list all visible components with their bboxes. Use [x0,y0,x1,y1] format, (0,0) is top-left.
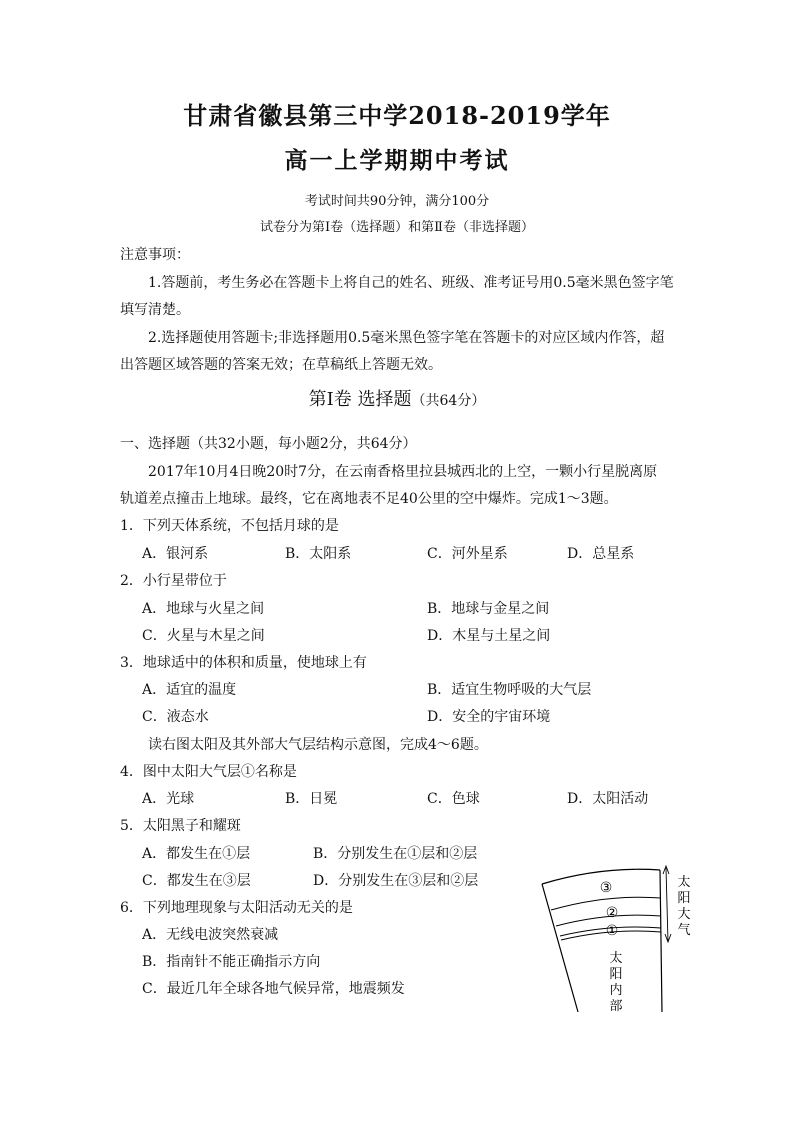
option: C．最近几年全球各地气候异常，地震频发 [142,981,405,997]
passage-1-line1: 2017年10月4日晚20时7分，在云南香格里拉县城西北的上空，一颗小行星脱离原 [148,464,658,480]
option: C．河外星系 [427,546,508,562]
option: A．无线电波突然衰减 [142,927,279,943]
option: D．总星系 [567,546,635,562]
diagram-inner-label-char: 太 [609,951,623,966]
option: A．银河系 [142,546,209,562]
option: A．都发生在①层 [142,846,251,862]
option: B．指南针不能正确指示方向 [142,954,321,970]
option: B．适宜生物呼吸的大气层 [427,682,592,698]
question-stem: 2．小行星带位于 [120,573,227,589]
note-2-line1: 2.选择题使用答题卡;非选择题用0.5毫米黑色签字笔在答题卡的对应区域内作答，超 [148,330,665,346]
option: A．地球与火星之间 [142,601,265,617]
question-stem: 4．图中太阳大气层①名称是 [120,764,297,780]
diagram-layer-1-label: ① [605,923,619,939]
question-stem: 1．下列天体系统，不包括月球的是 [120,518,339,534]
question-stem: 6．下列地理现象与太阳活动无关的是 [120,900,353,916]
question-stem: 3．地球适中的体积和质量，使地球上有 [120,655,367,671]
time-info: 考试时间共90分钟，满分100分 [304,194,490,209]
diagram-outer-label-char: 气 [677,923,691,938]
part-heading: 一、选择题（共32小题，每小题2分，共64分） [120,436,417,452]
option: B．分别发生在①层和②层 [313,846,478,862]
note-1-line2: 填写清楚。 [120,302,190,318]
diagram-layer-2-label: ② [605,905,619,921]
option: C．液态水 [142,709,209,725]
option: B．日冕 [285,791,338,807]
option: D．太阳活动 [567,791,649,807]
option: B．地球与金星之间 [427,601,550,617]
section-name: 第Ⅰ卷 选择题 [308,389,412,410]
note-1-line1: 1.答题前，考生务必在答题卡上将自己的姓名、班级、准考证号用0.5毫米黑色签字笔 [148,275,674,291]
passage-2: 读右图太阳及其外部大气层结构示意图，完成4～6题。 [148,737,488,753]
question-stem: 5．太阳黑子和耀斑 [120,818,241,834]
option: D．木星与土星之间 [427,628,551,644]
passage-1-line2: 轨道差点撞击上地球。最终，它在离地表不足40公里的空中爆炸。完成1～3题。 [120,491,618,507]
section-title [0,385,794,411]
diagram-outer-label-char: 大 [677,907,691,922]
section-points: （共64分） [411,393,486,409]
sun-atmosphere-diagram [532,862,712,1012]
diagram-layer-3-label: ③ [599,880,613,896]
option: A．适宜的温度 [142,682,237,698]
diagram-outer-label-char: 阳 [677,891,691,906]
diagram-right-edge [660,870,662,1012]
diagram-inner-label-char: 部 [609,999,623,1012]
option: B．太阳系 [285,546,352,562]
option: C．火星与木星之间 [142,628,265,644]
paper-info: 试卷分为第Ⅰ卷（选择题）和第Ⅱ卷（非选择题） [260,220,534,235]
option: D．分别发生在③层和②层 [313,873,479,889]
diagram-outer-label-char: 太 [677,875,691,890]
exam-subtitle: 高一上学期期中考试 [284,147,510,174]
diagram-arrow-line [666,868,668,942]
diagram-left-edge [542,884,578,1012]
option: A．光球 [142,791,195,807]
note-2-line2: 出答题区域答题的答案无效；在草稿纸上答题无效。 [120,357,442,373]
exam-title: 甘肃省徽县第三中学2018-2019学年 [183,101,611,130]
option: D．安全的宇宙环境 [427,709,551,725]
notes-heading: 注意事项： [120,247,190,263]
option: C．都发生在③层 [142,873,251,889]
diagram-inner-label-char: 阳 [609,967,623,982]
option: C．色球 [427,791,480,807]
diagram-inner-label-char: 内 [609,983,623,998]
